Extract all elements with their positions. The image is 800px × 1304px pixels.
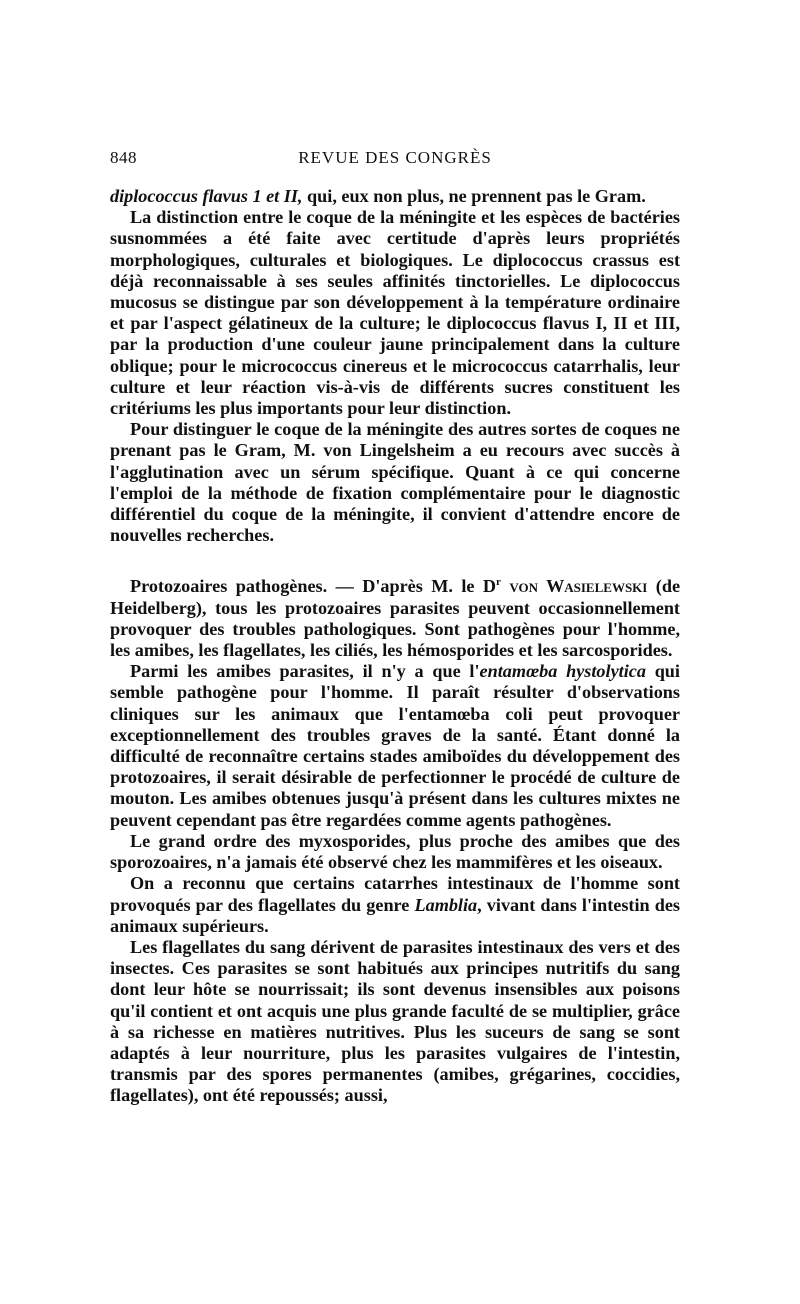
- italic-species: entamœba hystolytica: [479, 661, 646, 682]
- page-header: [110, 148, 680, 172]
- paragraph-6: Le grand ordre des myxosporides, plus proche des amibes que des sporozoaires, n'a jamais été observé chez les mammifères et les oiseaux.: [110, 830, 680, 873]
- running-title: REVUE DES CONGRÈS: [298, 148, 492, 167]
- paragraph-5: Parmi les amibes parasites, il n'y a que l'entamœba hystolytica qui semble pathogène pour l'homme. Il paraît résulter d'observations cliniques sur les animaux que l'entamœba coli peut provoquer exceptionnellement des troubles graves de la santé. Étant donné la difficulté de reconnaître certains stades amiboïdes du développement des protozoaires, il serait désirable de perfectionner le procédé de culture de mouton. Les amibes obtenues jusqu'à présent dans les cultures mixtes ne peuvent cependant pas être regardées comme agents pathogènes.: [110, 661, 680, 830]
- paragraph-7: On a reconnu que certains catarrhes intestinaux de l'homme sont provoqués par des flagellates du genre Lamblia, vivant dans l'intestin des animaux supérieurs.: [110, 873, 680, 936]
- section-title: Protozoaires pathogènes.: [130, 576, 328, 597]
- paragraph-2: La distinction entre le coque de la méningite et les espèces de bactéries susnommées a été faite avec certitude d'après leurs propriétés morphologiques, culturales et biologiques. Le diplococcus crassus est déjà reconnaissable à ses seules affinités tinctorielles. Le diplococcus mucosus se distingue par son développement à la température ordinaire et par l'aspect gélatineux de la culture; le diplococcus flavus I, II et III, par la production d'une couleur jaune principalement dans la culture oblique; pour le micrococcus cinereus et le micrococcus catarrhalis, leur culture et leur réaction vis-à-vis de différents sucres constituent les critériums les plus importants pour leur distinction.: [110, 207, 680, 419]
- section-gap: [110, 546, 680, 576]
- paragraph-3: Pour distinguer le coque de la méningite des autres sortes de coques ne prenant pas le Gram, M. von Lingelsheim a eu recours avec succès à l'agglutination avec un sérum spécifique. Quant à ce qui concerne l'emploi de la méthode de fixation complémentaire pour le diagnostic différentiel du coque de la méningite, il convient d'attendre encore de nouvelles recherches.: [110, 419, 680, 546]
- author-name: von Wasielewski: [500, 576, 648, 597]
- italic-genus: Lamblia: [414, 894, 478, 915]
- paragraph-4: Protozoaires pathogènes. — D'après M. le $D^r$ von Wasielewski (de Heidelberg), tous les protozoaires parasites peuvent occasionnellement provoquer des troubles pathologiques. Sont pathogènes pour l'homme, les amibes, les flagellates, les ciliés, les hémosporides et les sarcosporides.: [110, 576, 681, 661]
- document-page: [110, 148, 680, 1107]
- paragraph-1: diplococcus flavus 1 et II, qui, eux non plus, ne prennent pas le Gram.: [110, 186, 646, 206]
- paragraph-8: Les flagellates du sang dérivent de parasites intestinaux des vers et des insectes. Ces parasites se sont habitués aux principes nutritifs du sang dont leur hôte se nourrissait; ils sont devenus insensibles aux poisons qu'il contient et ont acquis une plus grande faculté de se multiplier, grâce à sa richesse en matières nutritives. Plus les suceurs de sang se sont adaptés à leur nourriture, plus les parasites vulgaires de l'intestin, transmis par des spores permanentes (amibes, grégarines, coccidies, flagellates), ont été repoussés; aussi,: [110, 936, 680, 1106]
- page-number: 848: [110, 148, 137, 167]
- italic-term: diplococcus flavus 1 et II,: [110, 186, 303, 206]
